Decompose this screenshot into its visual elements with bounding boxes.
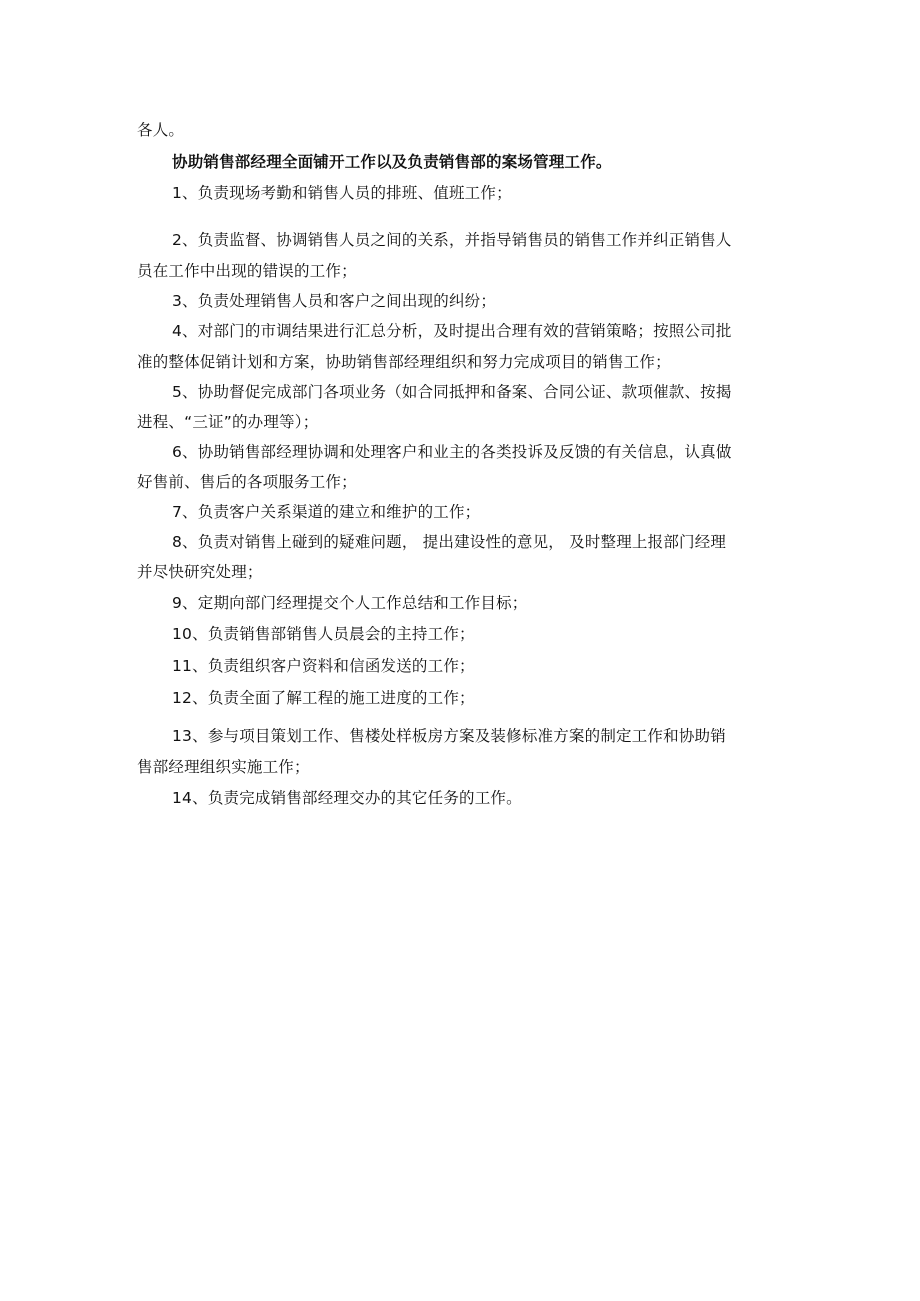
list-item-1: 1、负责现场考勤和销售人员的排班、值班工作；	[172, 184, 512, 202]
intro-tail-text: 各人。	[137, 121, 185, 139]
list-item-11: 11、负责组织客户资料和信函发送的工作；	[172, 657, 475, 675]
section-heading: 协助销售部经理全面铺开工作以及负责销售部的案场管理工作。	[172, 153, 612, 171]
list-item-13-continuation: 售部经理组织实施工作；	[137, 758, 310, 776]
list-item-5-continuation: 进程、“三证”的办理等）；	[137, 413, 319, 431]
list-item-10: 10、负责销售部销售人员晨会的主持工作；	[172, 625, 475, 643]
list-item-6: 6、协助销售部经理协调和处理客户和业主的各类投诉及反馈的有关信息，认真做	[172, 443, 732, 461]
list-item-2: 2、负责监督、协调销售人员之间的关系，并指导销售员的销售工作并纠正销售人	[172, 231, 732, 249]
list-item-3: 3、负责处理销售人员和客户之间出现的纠纷；	[172, 292, 497, 310]
list-item-9: 9、定期向部门经理提交个人工作总结和工作目标；	[172, 594, 528, 612]
list-item-8-continuation: 并尽快研究处理；	[137, 563, 263, 581]
list-item-13: 13、参与项目策划工作、售楼处样板房方案及装修标准方案的制定工作和协助销	[172, 727, 726, 745]
list-item-8: 8、负责对销售上碰到的疑难问题， 提出建设性的意见， 及时整理上报部门经理	[172, 533, 727, 551]
list-item-4: 4、对部门的市调结果进行汇总分析，及时提出合理有效的营销策略；按照公司批	[172, 322, 732, 340]
list-item-5: 5、协助督促完成部门各项业务（如合同抵押和备案、合同公证、款项催款、按揭	[172, 383, 732, 401]
list-item-2-continuation: 员在工作中出现的错误的工作；	[137, 262, 357, 280]
list-item-4-continuation: 准的整体促销计划和方案，协助销售部经理组织和努力完成项目的销售工作；	[137, 353, 671, 371]
list-item-6-continuation: 好售前、售后的各项服务工作；	[137, 473, 357, 491]
list-item-12: 12、负责全面了解工程的施工进度的工作；	[172, 689, 475, 707]
list-item-14: 14、负责完成销售部经理交办的其它任务的工作。	[172, 789, 522, 807]
list-item-7: 7、负责客户关系渠道的建立和维护的工作；	[172, 503, 481, 521]
